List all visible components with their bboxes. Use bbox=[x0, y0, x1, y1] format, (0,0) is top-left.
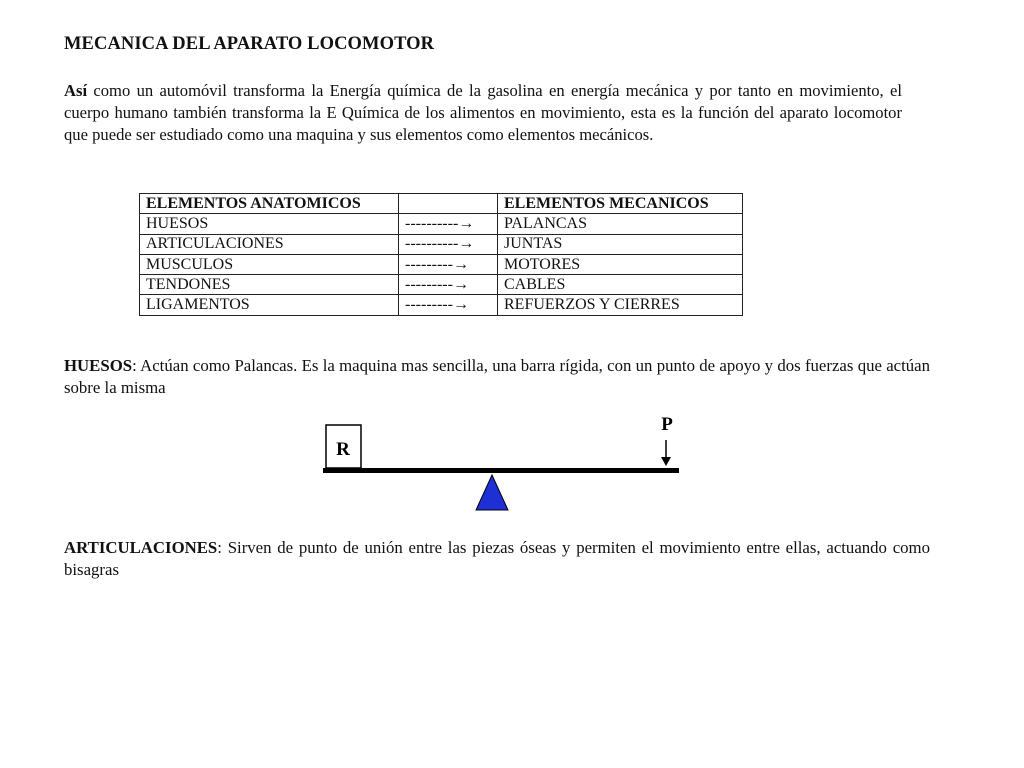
anatomical-cell: HUESOS bbox=[140, 214, 399, 234]
header-arrow bbox=[399, 194, 498, 214]
anatomical-cell: ARTICULACIONES bbox=[140, 234, 399, 254]
arrow-cell: ---------→ bbox=[399, 254, 498, 274]
intro-paragraph bbox=[64, 80, 902, 145]
mechanical-cell: PALANCAS bbox=[498, 214, 743, 234]
resistance-label: R bbox=[336, 439, 350, 460]
arrow-cell: ---------→ bbox=[399, 275, 498, 295]
power-label: P bbox=[661, 414, 673, 435]
articulaciones-text: : Sirven de punto de unión entre las piezas óseas y permiten el movimiento entre ellas, actuando como bisagras bbox=[64, 538, 930, 579]
mapping-table bbox=[139, 193, 743, 316]
header-mechanical: ELEMENTOS MECANICOS bbox=[498, 194, 743, 214]
articulaciones-term: ARTICULACIONES bbox=[64, 538, 218, 557]
table-header-row bbox=[140, 194, 743, 214]
table-row bbox=[140, 214, 743, 234]
intro-lead-word: Así bbox=[64, 81, 88, 100]
mechanical-cell: CABLES bbox=[498, 275, 743, 295]
mechanical-cell: REFUERZOS Y CIERRES bbox=[498, 295, 743, 315]
table-row bbox=[140, 254, 743, 274]
header-anatomical: ELEMENTOS ANATOMICOS bbox=[140, 194, 399, 214]
table-row bbox=[140, 295, 743, 315]
anatomical-cell: TENDONES bbox=[140, 275, 399, 295]
anatomical-cell: LIGAMENTOS bbox=[140, 295, 399, 315]
mechanical-cell: MOTORES bbox=[498, 254, 743, 274]
huesos-text: : Actúan como Palancas. Es la maquina mas sencilla, una barra rígida, con un punto de apoyo y dos fuerzas que actúan sobre la misma bbox=[64, 356, 930, 397]
lever-bar bbox=[323, 468, 679, 473]
page-title: MECANICA DEL APARATO LOCOMOTOR bbox=[64, 34, 435, 54]
table-row bbox=[140, 275, 743, 295]
intro-text: como un automóvil transforma la Energía química de la gasolina en energía mecánica y por tanto en movimiento, el cuerpo humano también transforma la E Química de los alimentos en movimiento, esta es la función del aparato locomotor que puede ser estudiado como una maquina y sus elementos como elementos mecánicos. bbox=[64, 81, 902, 144]
articulaciones-paragraph bbox=[64, 537, 930, 581]
huesos-paragraph bbox=[64, 355, 930, 399]
mechanical-cell: JUNTAS bbox=[498, 234, 743, 254]
huesos-term: HUESOS bbox=[64, 356, 133, 375]
lever-diagram bbox=[316, 408, 686, 518]
arrow-cell: ---------→ bbox=[399, 295, 498, 315]
table-row bbox=[140, 234, 743, 254]
arrow-cell: ----------→ bbox=[399, 234, 498, 254]
arrow-cell: ----------→ bbox=[399, 214, 498, 234]
anatomical-cell: MUSCULOS bbox=[140, 254, 399, 274]
